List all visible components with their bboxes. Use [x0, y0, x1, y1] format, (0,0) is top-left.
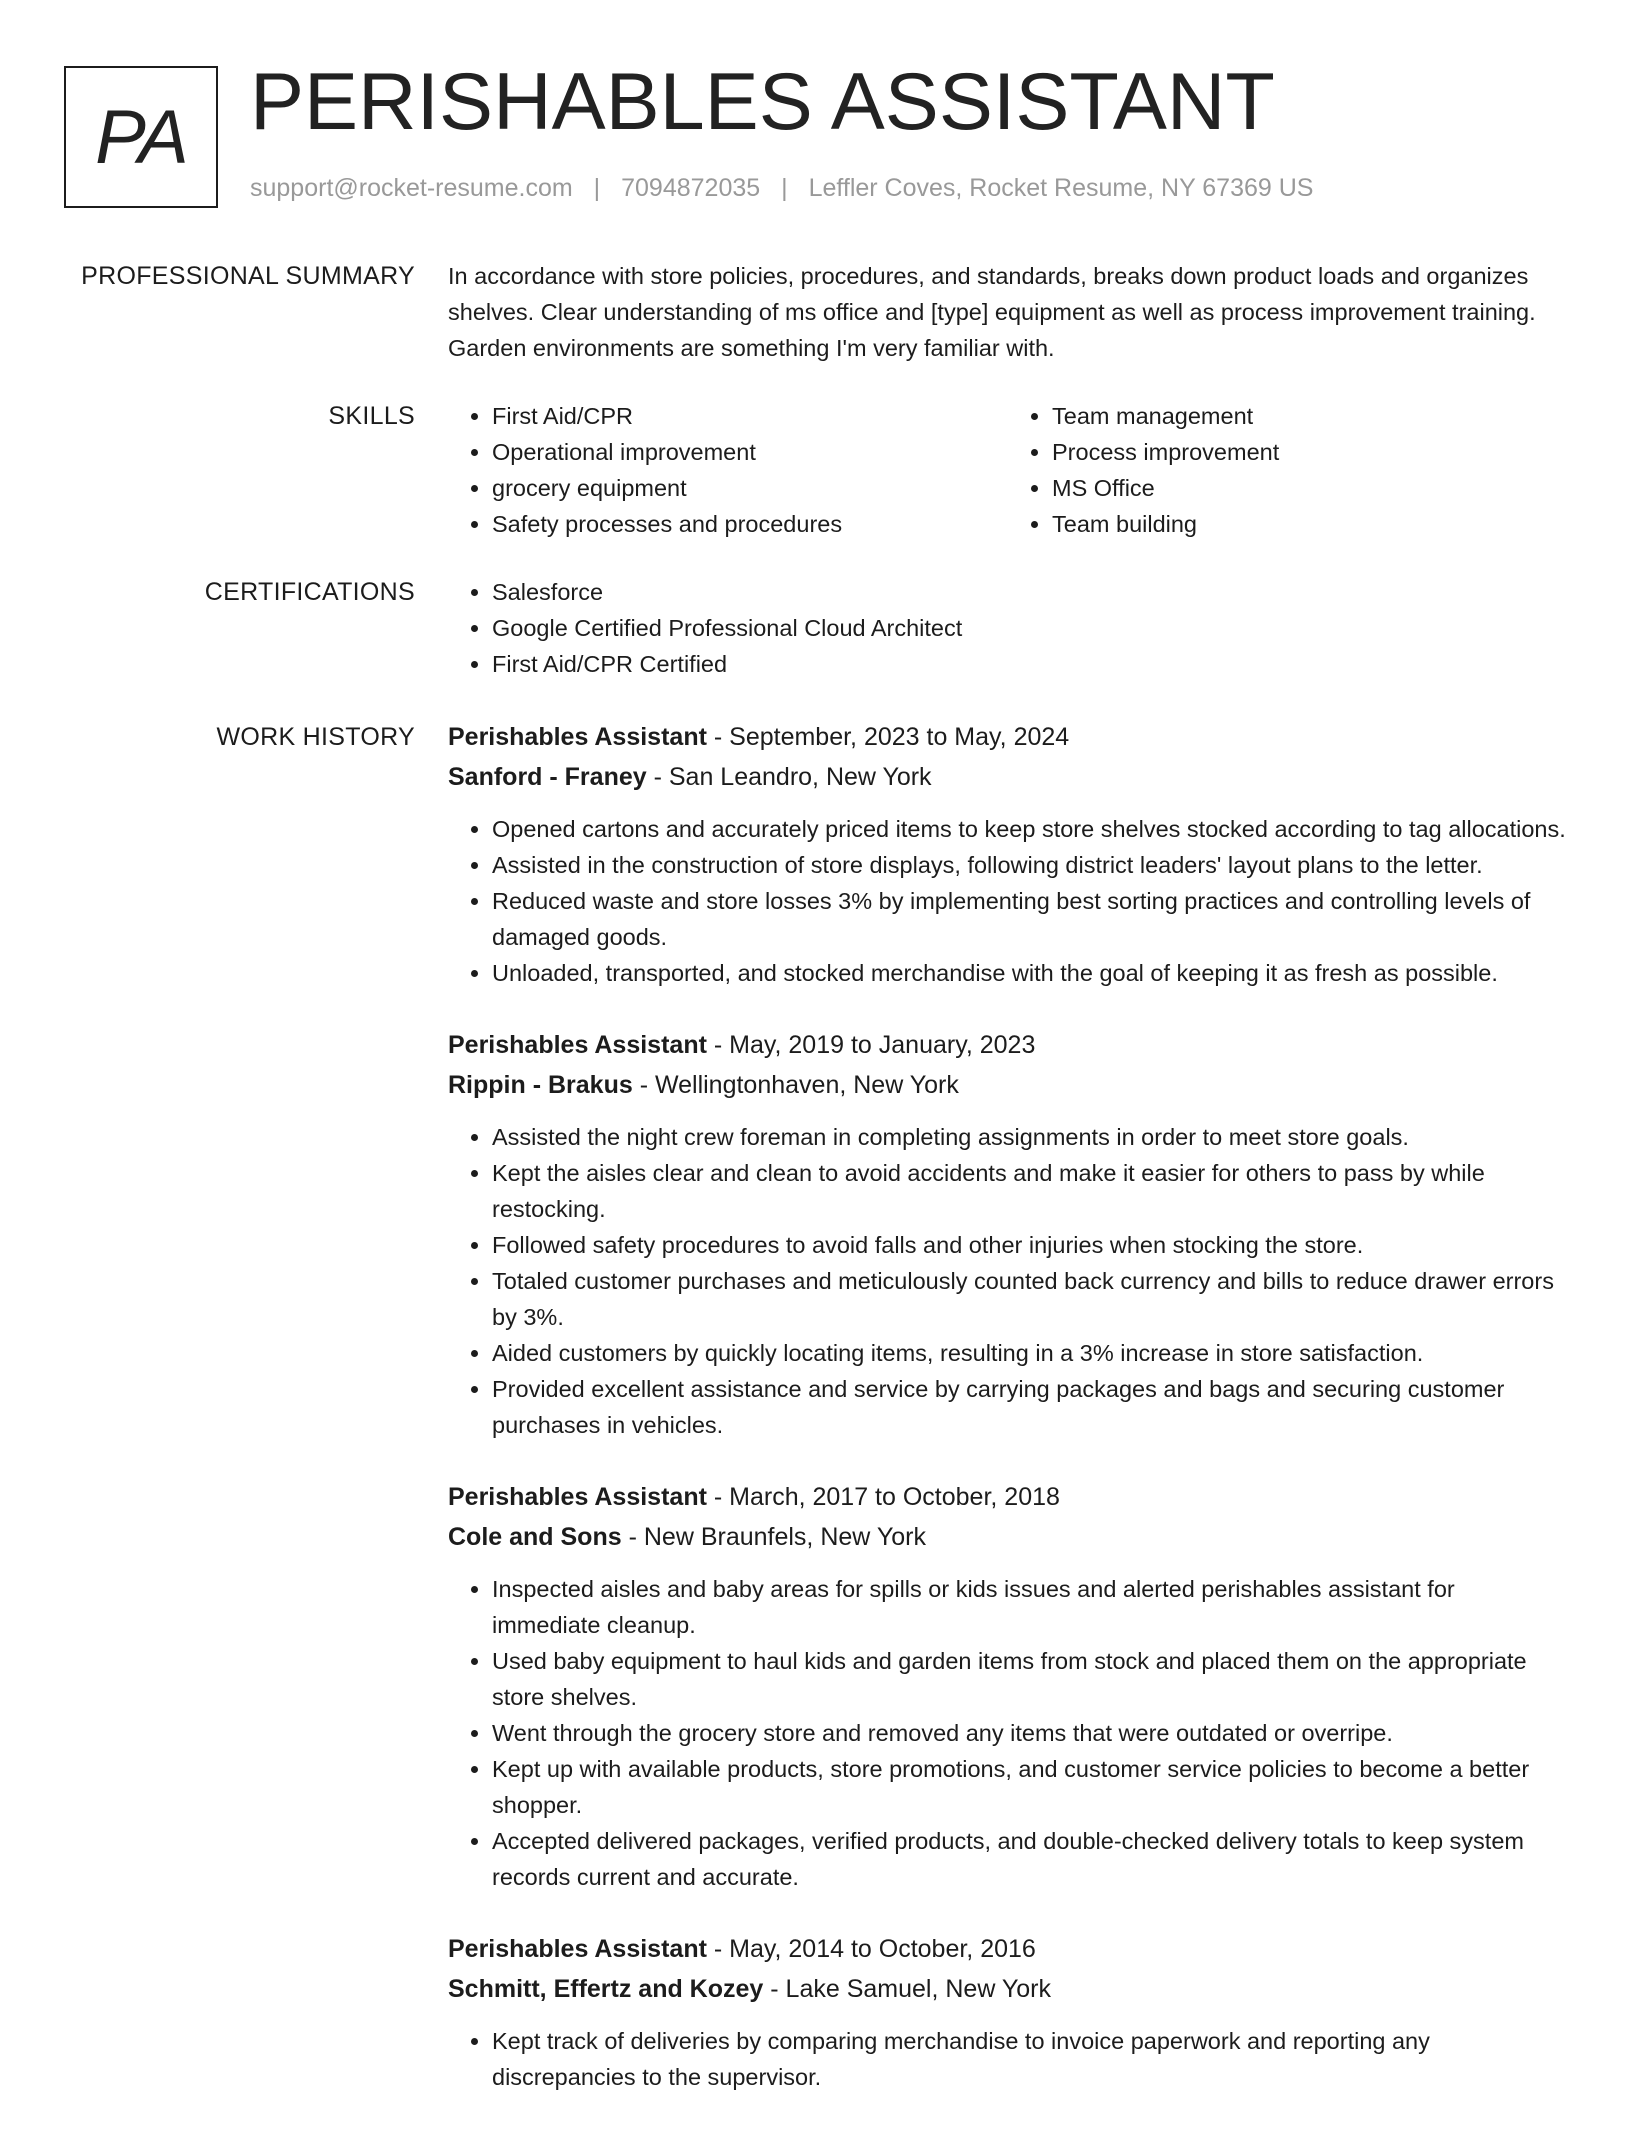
- job-company: Rippin - Brakus: [448, 1071, 633, 1099]
- job-company: Sanford - Franey: [448, 763, 647, 791]
- job-entry: [448, 1025, 1568, 1443]
- job-location: - Lake Samuel, New York: [763, 1975, 1051, 2003]
- summary-text: In accordance with store policies, procedures, and standards, breaks down product loads and organizes shelves. Clear understanding of ms office and [type] equipment as well as process improvement training. Garden environments are something I'm very familiar with.: [448, 263, 1536, 361]
- certification-item: • Google Certified Professional Cloud Architect: [492, 610, 1568, 646]
- job-entry: [448, 717, 1568, 991]
- certification-item: • First Aid/CPR Certified: [492, 646, 1568, 682]
- skills-list-right: [1008, 398, 1568, 542]
- certifications-list: [448, 574, 1568, 682]
- job-dates: - May, 2019 to January, 2023: [706, 1031, 1036, 1059]
- contact-email: support@rocket-resume.com: [250, 174, 573, 202]
- job-bullet: • Used baby equipment to haul kids and garden items from stock and placed them on the appropriate store shelves.: [492, 1643, 1568, 1715]
- work-history-label: WORK HISTORY: [216, 723, 415, 751]
- skill-item: • Operational improvement: [492, 434, 1008, 470]
- contact-line: [250, 174, 1313, 203]
- certification-item: • Salesforce: [492, 574, 1568, 610]
- job-company-line: [448, 1969, 1568, 2009]
- job-bullet: • Kept track of deliveries by comparing merchandise to invoice paperwork and reporting any discrepancies to the supervisor.: [492, 2023, 1568, 2095]
- job-bullets: [448, 811, 1568, 991]
- contact-address: Leffler Coves, Rocket Resume, NY 67369 US: [808, 174, 1314, 202]
- job-entry: [448, 1477, 1568, 1895]
- job-company: Schmitt, Effertz and Kozey: [448, 1975, 764, 2003]
- job-bullet: • Accepted delivered packages, verified products, and double-checked delivery totals to keep system records current and accurate.: [492, 1823, 1568, 1895]
- skill-item: • MS Office: [1052, 470, 1568, 506]
- job-bullet: • Assisted the night crew foreman in completing assignments in order to meet store goals.: [492, 1119, 1568, 1155]
- skill-item: • Safety processes and procedures: [492, 506, 1008, 542]
- job-bullet: • Totaled customer purchases and meticulously counted back currency and bills to reduce drawer errors by 3%.: [492, 1263, 1568, 1335]
- skills-list-left: [448, 398, 1008, 542]
- job-entry: [448, 1929, 1568, 2095]
- certifications-label: CERTIFICATIONS: [204, 578, 415, 606]
- job-bullet: • Went through the grocery store and removed any items that were outdated or overripe.: [492, 1715, 1568, 1751]
- job-dates: - September, 2023 to May, 2024: [706, 723, 1070, 751]
- skill-item: • First Aid/CPR: [492, 398, 1008, 434]
- job-company-line: [448, 1517, 1568, 1557]
- job-bullet: • Assisted in the construction of store displays, following district leaders' layout plans to the letter.: [492, 847, 1568, 883]
- job-bullet: • Inspected aisles and baby areas for spills or kids issues and alerted perishables assistant for immediate cleanup.: [492, 1571, 1568, 1643]
- job-title: Perishables Assistant: [448, 1031, 707, 1059]
- contact-phone: 7094872035: [621, 174, 761, 202]
- job-bullets: [448, 2023, 1568, 2095]
- job-bullets: [448, 1119, 1568, 1443]
- job-bullet: • Provided excellent assistance and service by carrying packages and bags and securing customer purchases in vehicles.: [492, 1371, 1568, 1443]
- job-bullet: • Aided customers by quickly locating items, resulting in a 3% increase in store satisfaction.: [492, 1335, 1568, 1371]
- skill-item: • grocery equipment: [492, 470, 1008, 506]
- summary-label: PROFESSIONAL SUMMARY: [81, 262, 415, 290]
- job-location: - New Braunfels, New York: [621, 1523, 926, 1551]
- job-title-line: [448, 1929, 1568, 1969]
- resume-title: PERISHABLES ASSISTANT: [250, 57, 1275, 147]
- skill-item: • Team management: [1052, 398, 1568, 434]
- job-bullet: • Unloaded, transported, and stocked merchandise with the goal of keeping it as fresh as possible.: [492, 955, 1568, 991]
- job-title: Perishables Assistant: [448, 1935, 707, 1963]
- job-dates: - May, 2014 to October, 2016: [706, 1935, 1036, 1963]
- contact-separator: |: [593, 174, 601, 202]
- job-title: Perishables Assistant: [448, 1483, 707, 1511]
- job-title-line: [448, 717, 1568, 757]
- skill-item: • Process improvement: [1052, 434, 1568, 470]
- job-bullet: • Kept up with available products, store promotions, and customer service policies to become a better shopper.: [492, 1751, 1568, 1823]
- job-bullet: • Reduced waste and store losses 3% by implementing best sorting practices and controlling levels of damaged goods.: [492, 883, 1568, 955]
- job-company-line: [448, 1065, 1568, 1105]
- skill-item: • Team building: [1052, 506, 1568, 542]
- job-location: - San Leandro, New York: [646, 763, 932, 791]
- skills-label: SKILLS: [328, 402, 415, 430]
- job-title-line: [448, 1025, 1568, 1065]
- job-dates: - March, 2017 to October, 2018: [706, 1483, 1060, 1511]
- job-bullets: [448, 1571, 1568, 1895]
- monogram-logo: PA: [64, 66, 218, 208]
- job-bullet: • Kept the aisles clear and clean to avoid accidents and make it easier for others to pass by while restocking.: [492, 1155, 1568, 1227]
- job-title-line: [448, 1477, 1568, 1517]
- job-location: - Wellingtonhaven, New York: [632, 1071, 959, 1099]
- job-title: Perishables Assistant: [448, 723, 707, 751]
- job-bullet: • Followed safety procedures to avoid falls and other injuries when stocking the store.: [492, 1227, 1568, 1263]
- job-bullet: • Opened cartons and accurately priced items to keep store shelves stocked according to tag allocations.: [492, 811, 1568, 847]
- job-company: Cole and Sons: [448, 1523, 622, 1551]
- contact-separator: |: [781, 174, 788, 202]
- job-company-line: [448, 757, 1568, 797]
